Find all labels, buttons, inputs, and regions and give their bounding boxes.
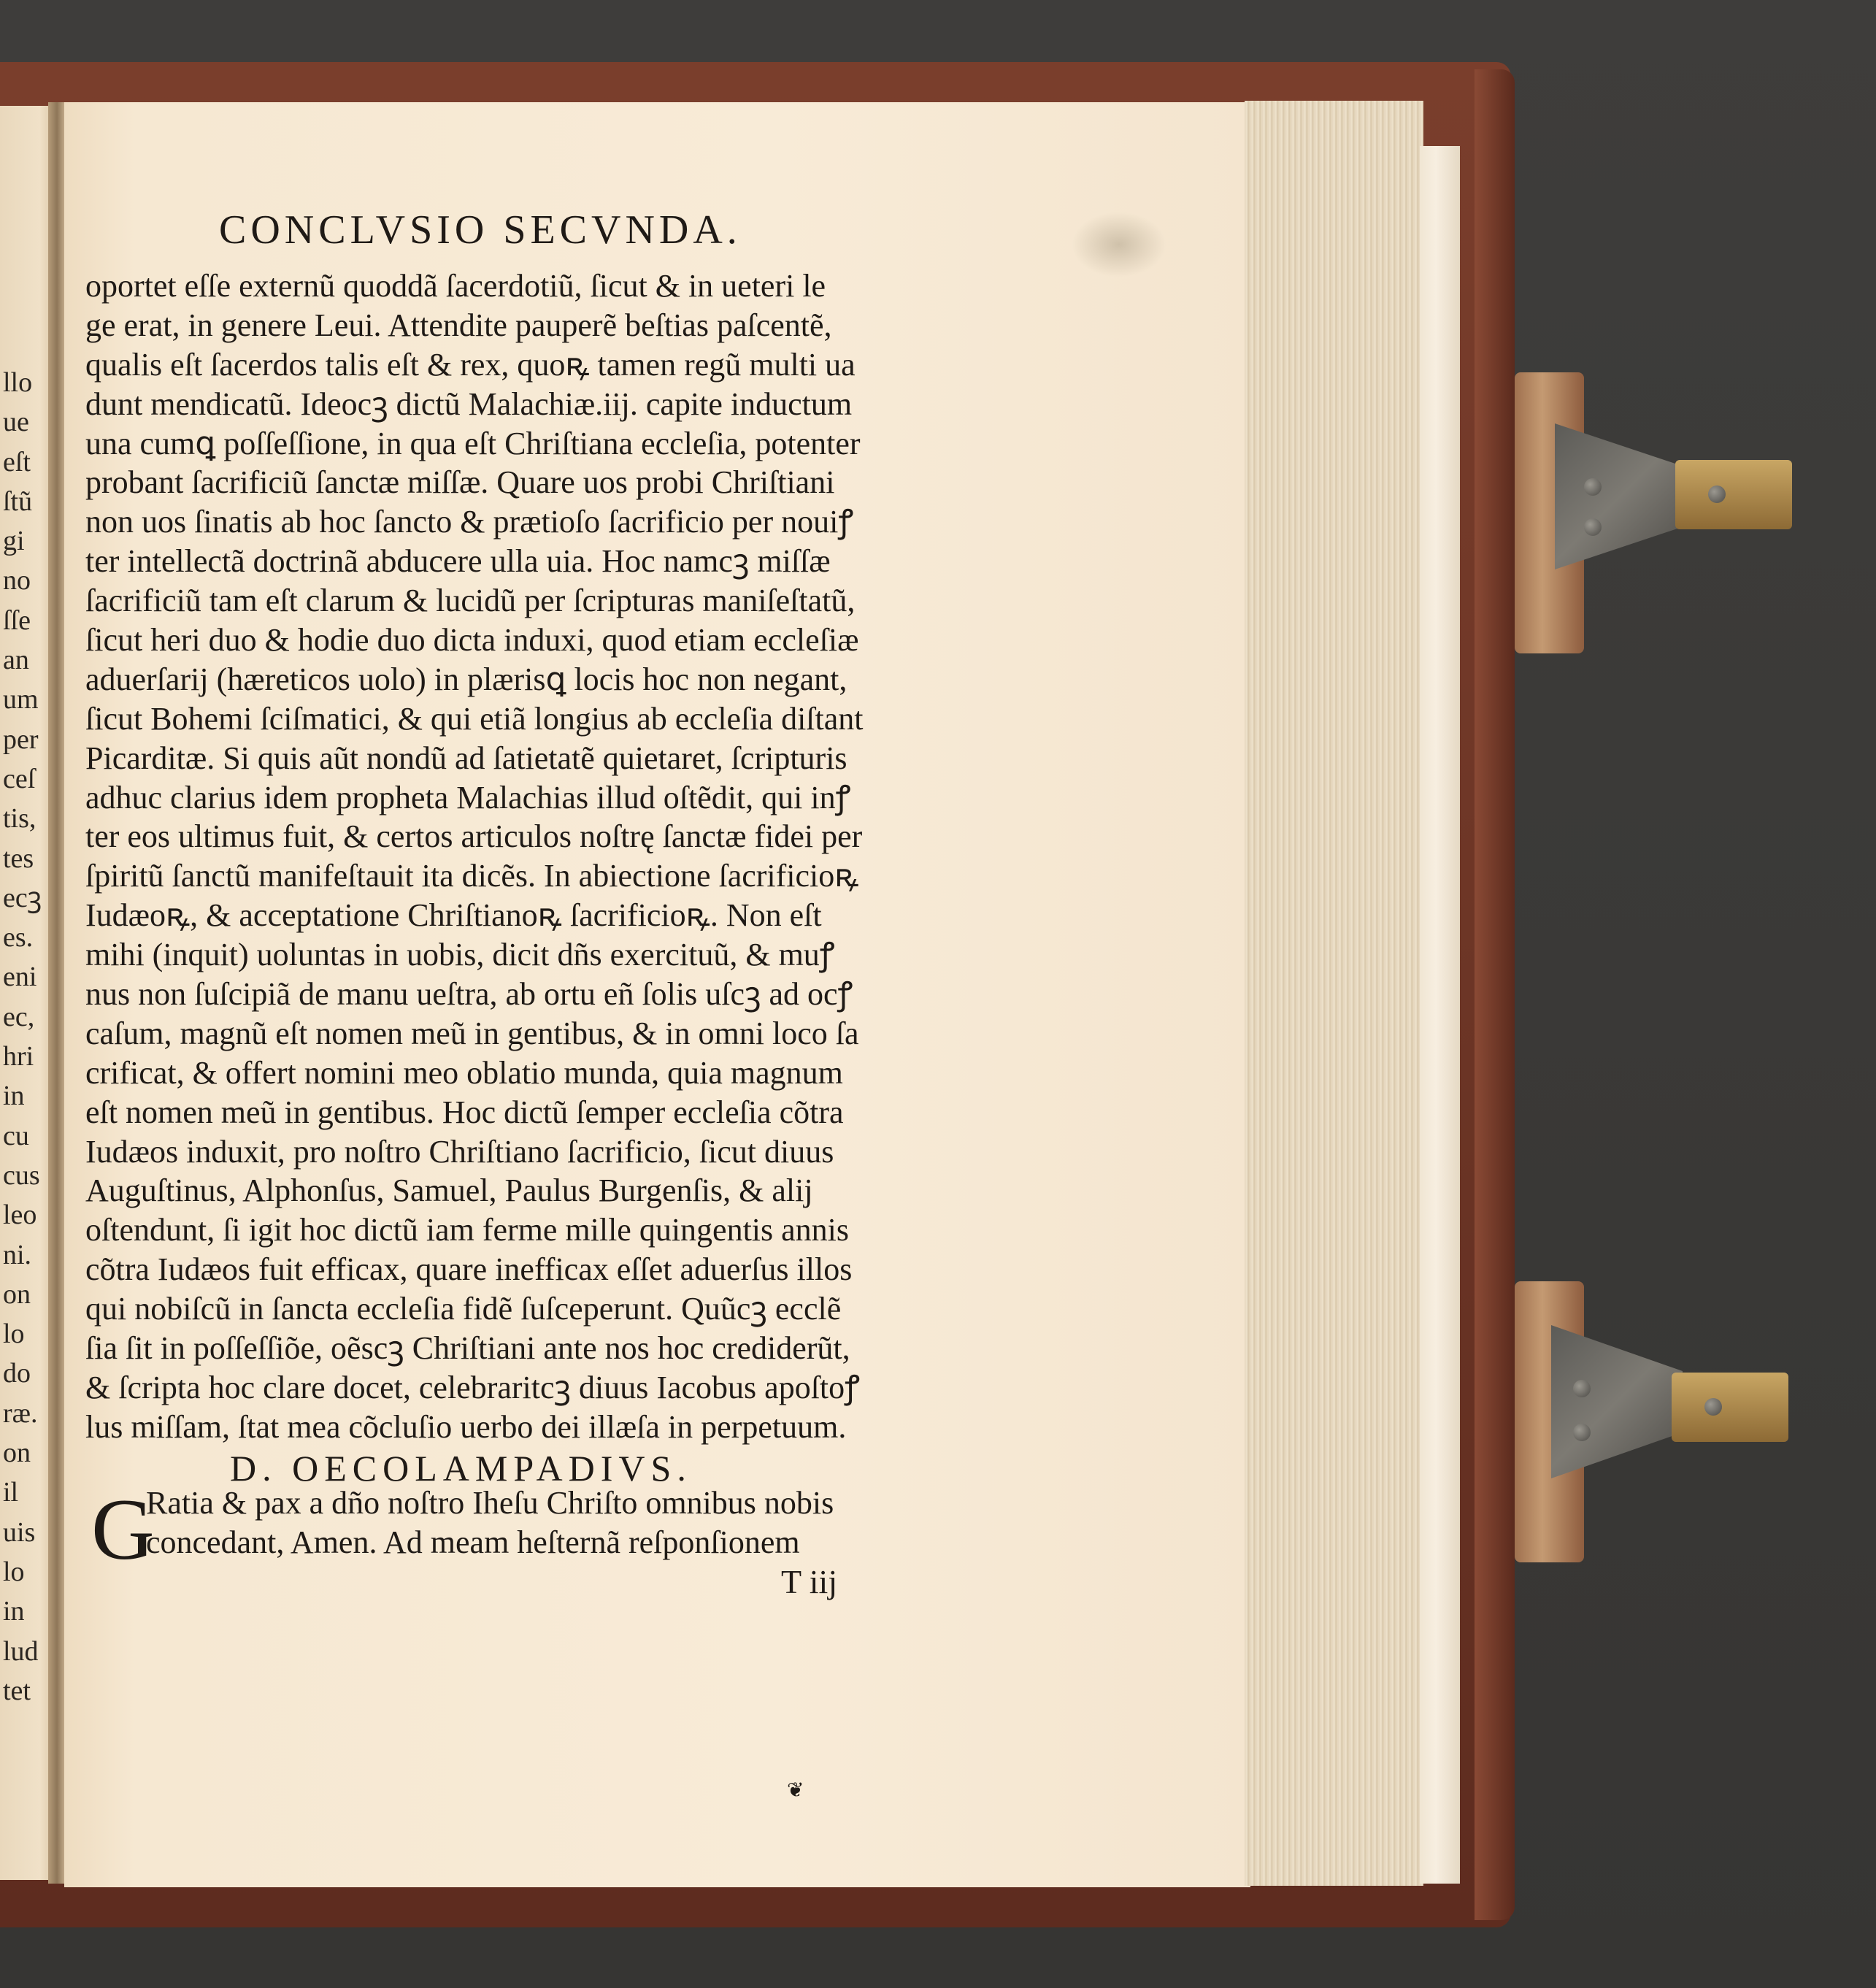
verso-line-fragment: il [3, 1477, 19, 1508]
grace-text [146, 1484, 834, 1562]
text-line: eſt nomen meũ in gentibus. Hoc dictũ ſemper eccleſia cõtra [85, 1094, 844, 1130]
text-line: qui nobiſcũ in ſancta eccleſia fidẽ ſuſceperunt. Quũcꝫ ecclẽ [85, 1291, 842, 1327]
text-line: concedant, Amen. Ad meam heſternã reſponſionem [146, 1524, 800, 1560]
verso-line-fragment: ni. [3, 1239, 32, 1270]
verso-line-fragment: cus [3, 1159, 40, 1191]
verso-line-fragment: es. [3, 922, 34, 953]
text-line: Iudæos induxit, pro noſtro Chriſtiano ſacrificio, ſicut diuus [85, 1133, 834, 1170]
verso-line-fragment: ræ. [3, 1397, 38, 1429]
verso-line-fragment: tet [3, 1675, 31, 1706]
verso-line-fragment: uis [3, 1516, 36, 1548]
upper-clasp-rivet [1584, 478, 1602, 496]
text-line: una cumꝗ poſſeſſione, in qua eſt Chriſtiana eccleſia, potenter [85, 425, 861, 461]
text-line: cõtra Iudæos fuit efficax, quare inefficax eſſet aduerſus illos [85, 1251, 853, 1288]
verso-line-fragment: eni [3, 962, 37, 993]
text-line: qualis eſt ſacerdos talis eſt & rex, quoꝶ tamen regũ multi ua [85, 346, 856, 383]
verso-line-fragment: in [3, 1081, 25, 1112]
verso-line-fragment: um [3, 684, 39, 715]
verso-line-fragment: ue [3, 407, 29, 438]
text-line: oportet eſſe externũ quoddã ſacerdotiũ, ſicut & in ueteri le [85, 268, 826, 304]
text-line: aduerſarij (hæreticos uolo) in plærisꝗ locis hoc non negant, [85, 661, 847, 697]
text-line: Iudæoꝶ, & acceptatione Chriſtianoꝶ ſacrificioꝶ. Non eſt [85, 897, 822, 934]
text-line: adhuc clarius idem propheta Malachias illud oſtẽdit, qui inꝭ [85, 779, 851, 815]
text-line: ter intellectã doctrinã abducere ulla uia. Hoc namcꝫ miſſæ [85, 543, 831, 580]
verso-line-fragment: no [3, 565, 31, 596]
verso-line-fragment: ec, [3, 1001, 35, 1032]
text-line: ge erat, in genere Leui. Attendite pauperẽ beſtias paſcentẽ, [85, 307, 832, 343]
text-line: ſacrificiũ tam eſt clarum & lucidũ per ſcripturas maniſeſtatũ, [85, 583, 856, 619]
signature-mark: T iij [781, 1563, 838, 1600]
text-line: & ſcripta hoc clare docet, celebraritcꝫ diuus Iacobus apoſtoꝭ [85, 1369, 861, 1405]
verso-line-fragment: ſſe [3, 605, 31, 636]
text-line: oſtendunt, ſi igit hoc dictũ iam ferme mille quingentis annis [85, 1212, 850, 1248]
cover-edge [1475, 69, 1515, 1920]
verso-line-fragment: eſt [3, 446, 31, 477]
verso-line-fragment: ſtũ [3, 486, 33, 517]
verso-line-fragment: do [3, 1358, 31, 1389]
text-line: dunt mendicatũ. Ideocꝫ dictũ Malachiæ.iij. capite inductum [85, 385, 853, 422]
paper-stain [1072, 212, 1166, 277]
text-line: non uos ſinatis ab hoc ſancto & prætioſo ſacrificio per nouiꝭ [85, 504, 854, 540]
body-text [85, 266, 947, 1447]
text-line: mihi (inquit) uoluntas in uobis, dicit dñs exercituũ, & muꝭ [85, 937, 835, 973]
verso-line-fragment: leo [3, 1200, 37, 1231]
text-line: nus non ſuſcipiã de manu ueſtra, ab ortu eñ ſolis uſcꝫ ad ocꝭ [85, 976, 853, 1013]
verso-line-fragment: llo [3, 367, 33, 398]
lower-clasp-rivet [1704, 1398, 1722, 1416]
lower-clasp-rivet [1573, 1380, 1591, 1397]
verso-line-fragment: on [3, 1278, 31, 1310]
verso-line-fragment: tis, [3, 803, 36, 834]
verso-line-fragment: lud [3, 1635, 39, 1667]
text-line: caſum, magnũ eſt nomen meũ in gentibus, & in omni loco ſa [85, 1015, 859, 1051]
text-line: Ratia & pax a dño noſtro Iheſu Chriſto omnibus nobis [146, 1485, 834, 1521]
verso-line-fragment: ecꝫ [3, 882, 42, 913]
ornament-icon: ❦ [787, 1779, 804, 1802]
text-line: lus miſſam, ſtat mea cõcluſio uerbo dei illæſa in perpetuum. [85, 1408, 847, 1445]
verso-line-fragment: ceſ [3, 763, 36, 794]
text-line: Auguſtinus, Alphonſus, Samuel, Paulus Burgenſis, & alij [85, 1173, 813, 1209]
rear-board-paper [1420, 146, 1460, 1884]
verso-line-fragment: lo [3, 1319, 25, 1350]
verso-line-fragment: in [3, 1596, 25, 1627]
verso-line-fragment: lo [3, 1556, 25, 1587]
page-heading: CONCLVSIO SECVNDA. [219, 207, 742, 253]
verso-line-fragment: cu [3, 1120, 29, 1151]
verso-line-fragment: tes [3, 843, 34, 874]
drop-capital: G [91, 1481, 155, 1578]
upper-clasp-rivet [1584, 518, 1602, 536]
lower-clasp-rivet [1573, 1424, 1591, 1441]
upper-clasp-rivet [1708, 486, 1726, 503]
text-line: ter eos ultimus fuit, & certos articulos noſtrę ſanctæ fidei per [85, 818, 863, 855]
text-line: ſpiritũ ſanctũ manifeſtauit ita dicẽs. In abiectione ſacrificioꝶ [85, 858, 859, 894]
text-line: ſia ſit in poſſeſſiõe, oẽscꝫ Chriſtiani ante nos hoc crediderũt, [85, 1330, 850, 1367]
text-line: ſicut Bohemi ſciſmatici, & qui etiã longius ab eccleſia diſtant [85, 700, 864, 737]
text-line: ſicut heri duo & hodie duo dicta induxi, quod etiam eccleſiæ [85, 622, 859, 659]
verso-line-fragment: an [3, 645, 29, 676]
upper-clasp-hinge [1675, 460, 1792, 529]
page-block-edges [1245, 101, 1423, 1886]
verso-line-fragment: hri [3, 1041, 34, 1072]
verso-line-fragment: on [3, 1438, 31, 1469]
verso-line-fragment: gi [3, 526, 25, 557]
section-heading: D. OECOLAMPADIVS. [230, 1448, 692, 1489]
text-line: probant ſacrificiũ ſanctæ miſſæ. Quare uos probi Chriſtiani [85, 464, 835, 501]
lower-clasp-hinge [1672, 1373, 1788, 1442]
text-line: crificat, & offert nomini meo oblatio munda, quia magnum [85, 1054, 843, 1091]
book-gutter [48, 102, 66, 1884]
text-line: Picarditæ. Si quis aũt nondũ ad ſatietatẽ quietaret, ſcripturis [85, 740, 847, 776]
verso-line-endings [3, 363, 54, 1711]
verso-line-fragment: per [3, 724, 39, 755]
